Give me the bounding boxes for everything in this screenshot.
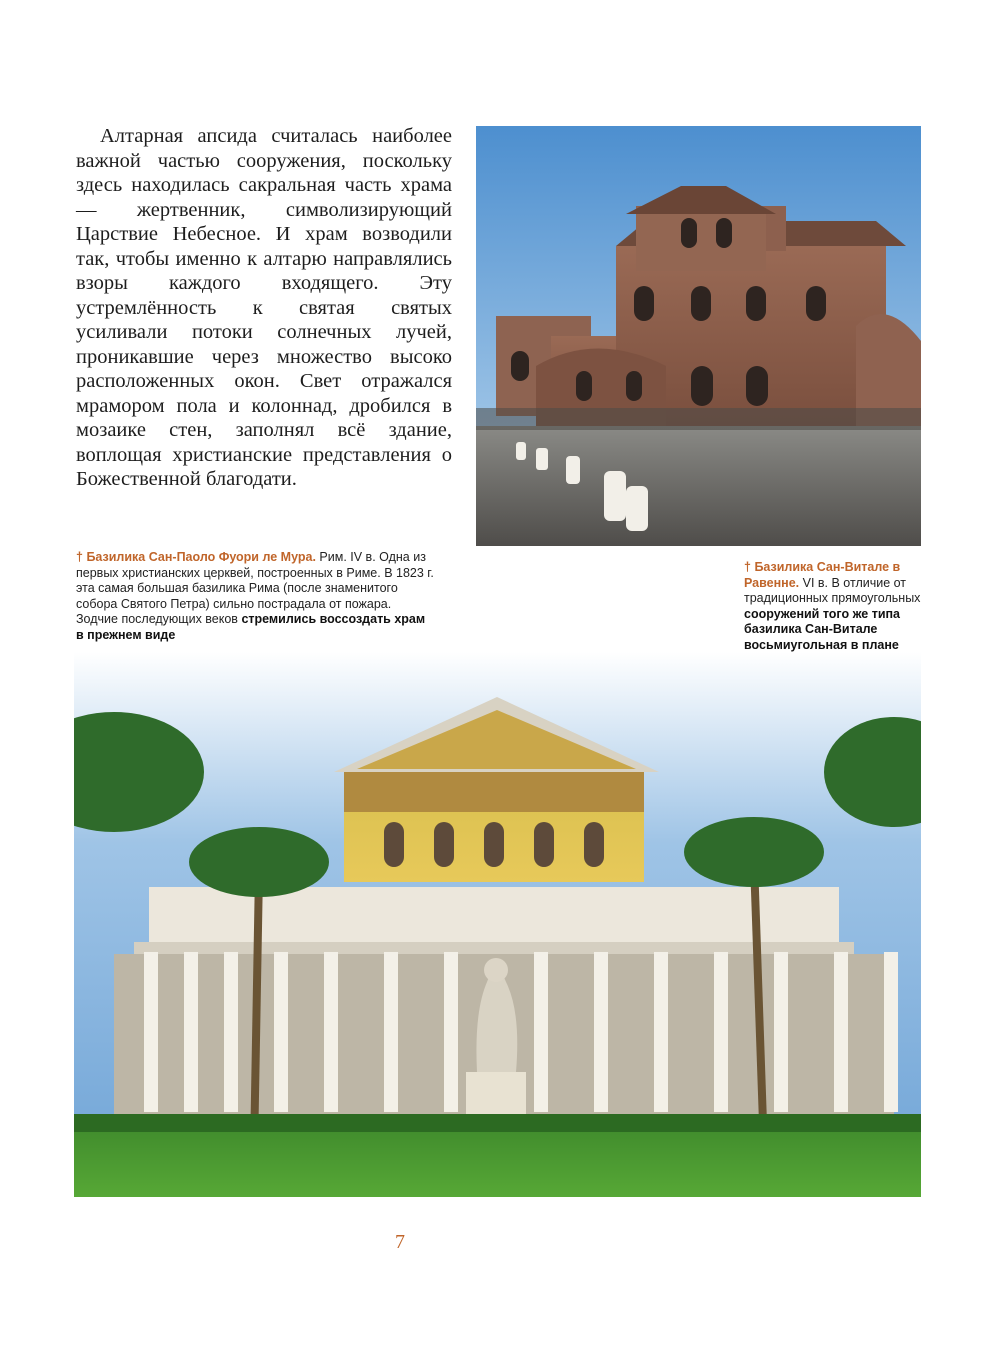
dagger-icon: † bbox=[744, 560, 751, 574]
caption-text: Одна из первых христианских церквей, построенных в Риме. В 1823 г. эта самая большая базилика Рима (после знаменитого собора Святого Петра) сильно пострадала от пожара. Зодчие последующих веков bbox=[76, 550, 434, 626]
caption-place-date: Рим. IV в. bbox=[319, 550, 376, 564]
caption-emphasis: сооружений того же типа базилика Сан-Витале восьмиугольная в плане bbox=[744, 606, 901, 652]
page-number: 7 bbox=[395, 1231, 405, 1253]
dagger-icon: † bbox=[76, 550, 83, 564]
san-vitale-illustration bbox=[476, 126, 921, 546]
photo-san-vitale bbox=[476, 126, 921, 546]
caption-title: Базилика Сан-Паоло Фуори ле Мура. bbox=[86, 550, 316, 564]
san-paolo-illustration bbox=[74, 652, 921, 1197]
caption-text: В отличие от традиционных прямоугольных bbox=[744, 575, 921, 605]
main-paragraph: Алтарная апсида считалась наиболее важной частью сооружения, поскольку здесь находилась сакральная часть храма — жертвенник, символизирующий Царствие Небесное. И храм возводили так, чтобы именно к алтарю направлялись взоры каждого входящего. Эту устремлённость к святая святых усиливали потоки солнечных лучей, проникавшие через множество высоко расположенных окон. Свет отражался мрамором пола и колоннад, дробился в мозаике стен, заполнял всё здание, воплощая христианские представления о Божественной благодати. bbox=[76, 125, 452, 490]
caption-place-date: VI в. bbox=[802, 575, 829, 590]
caption-title: Базилика Сан-Витале в Равенне. bbox=[744, 560, 901, 590]
main-paragraph-block bbox=[76, 124, 452, 492]
photo-san-paolo bbox=[74, 652, 921, 1197]
caption-san-vitale bbox=[744, 560, 922, 653]
caption-emphasis: стремились воссоздать храм в прежнем виде bbox=[76, 612, 426, 642]
caption-san-paolo bbox=[76, 550, 436, 643]
